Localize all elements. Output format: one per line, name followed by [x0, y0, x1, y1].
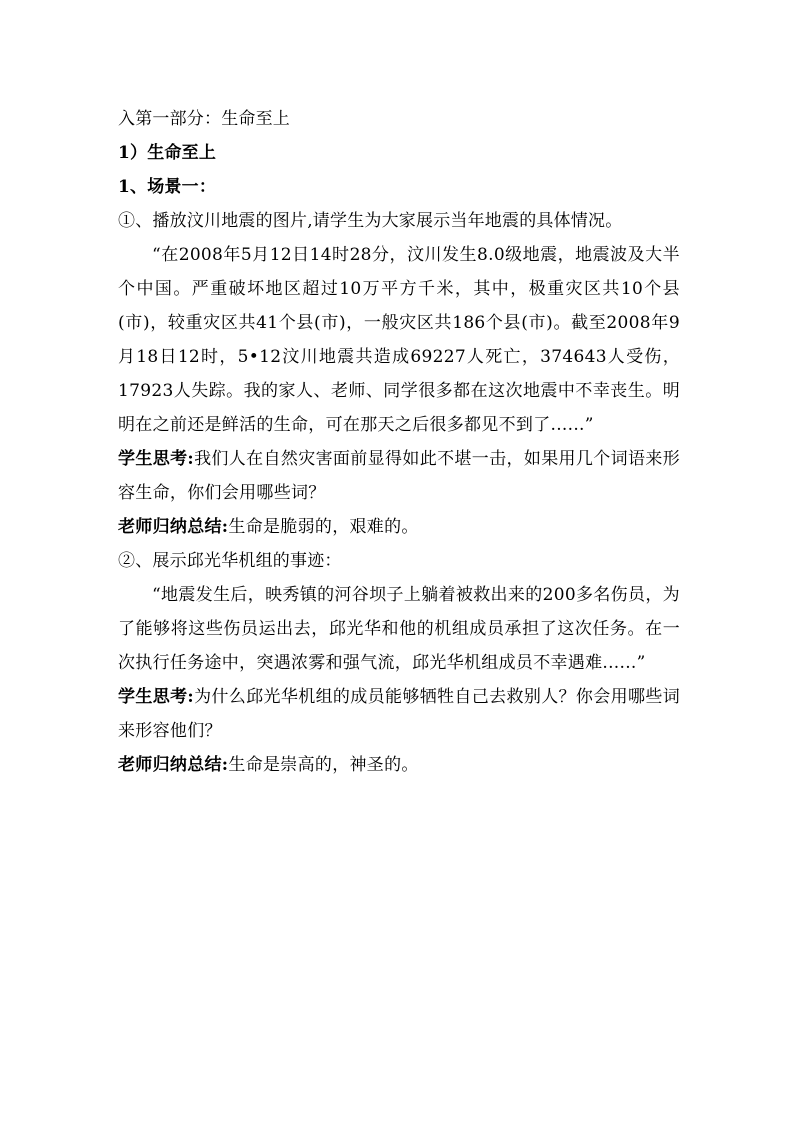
summary-label: 老师归纳总结:: [118, 755, 229, 775]
item2-quote: “地震发生后，映秀镇的河谷坝子上躺着被救出来的200多名伤员，为了能够将这些伤员运出去，邱光华和他的机组成员承担了这次任务。在一次执行任务途中，突遇浓雾和强气流，邱光华机组成员不幸遇难......”: [118, 585, 680, 673]
item1-title: ①、播放汶川地震的图片,请学生为大家展示当年地震的具体情况。: [118, 211, 623, 231]
item2-student-think: [118, 680, 680, 748]
think-text: 为什么邱光华机组的成员能够牺牲自己去救别人？你会用哪些词来形容他们？: [118, 687, 680, 741]
item1-student-think: [118, 442, 680, 510]
summary-text: 生命是脆弱的，艰难的。: [228, 517, 419, 537]
think-text: 我们人在自然灾害面前显得如此不堪一击，如果用几个词语来形容生命，你们会用哪些词？: [118, 449, 680, 503]
summary-label: 老师归纳总结:: [118, 517, 229, 537]
item2-teacher-summary: [118, 748, 680, 782]
item2-title: ②、展示邱光华机组的事迹：: [118, 551, 342, 571]
item1-quote: “在2008年5月12日14时28分，汶川发生8.0级地震，地震波及大半个中国。严重破坏地区超过10万平方千米，其中，极重灾区共10个县(市)，较重灾区共41个县(市)，一般灾区共186个县(市)。截至2008年9月18日12时，5•12汶川地震共造成69227人死亡，374643人受伤，17923人失踪。我的家人、老师、同学很多都在这次地震中不幸丧生。明明在之前还是鲜活的生命，可在那天之后很多都见不到了......”: [118, 245, 680, 435]
section-heading: 入第一部分：生命至上: [118, 109, 290, 129]
scene-heading: 1、场景一：: [118, 177, 217, 197]
summary-text: 生命是崇高的，神圣的。: [228, 755, 419, 775]
document-body: [118, 102, 680, 782]
think-label: 学生思考:: [118, 687, 195, 707]
item1-teacher-summary: [118, 510, 680, 544]
subheading: 1）生命至上: [118, 143, 217, 163]
think-label: 学生思考:: [118, 449, 195, 469]
